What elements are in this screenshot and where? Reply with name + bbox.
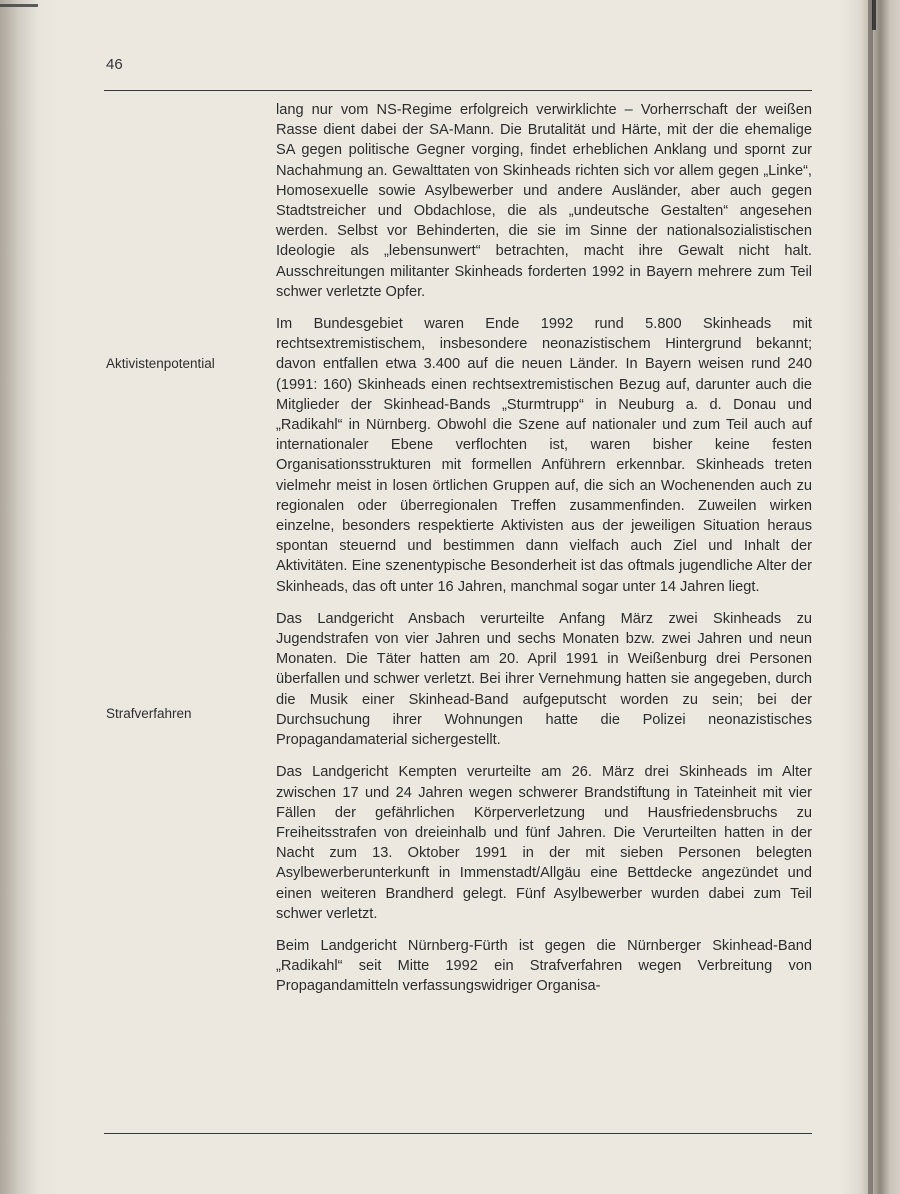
paragraph-intro: lang nur vom NS-Regime erfolgreich verwirklichte – Vorherrschaft der weißen Rasse dient dabei der SA-Mann. Die Brutalität und Härte, mit der die ehemalige SA gegen politische Gegner vorging, findet erheblichen Anklang und spornt zur Nachahmung an. Gewalttaten von Skinheads richten sich vor allem gegen „Linke“, Homosexuelle sowie Asylbewerber und andere Ausländer, aber auch gegen Stadtstreicher und Obdachlose, die als „undeutsche Gestalten“ angesehen werden. Selbst vor Behinderten, die sie im Sinne der nationalsozialistischen Ideologie als „lebensunwert“ betrachten, macht ihre Gewalt nicht halt. Ausschreitungen militanter Skinheads forderten 1992 in Bayern mehrere zum Teil schwer verletzte Opfer. [276,102,812,300]
paragraph-straf-1: Das Landgericht Ansbach verurteilte Anfang März zwei Skinheads zu Jugendstrafen von vier Jahren und sechs Monaten bzw. zwei Jahren und neun Monaten. Die Täter hatten am 20. April 1991 in Weißenburg drei Personen überfallen und schwer verletzt. Bei ihrer Vernehmung hatten sie angegeben, durch die Musik einer Skinhead-Band aufgeputscht worden zu sein; bei der Durchsuchung ihrer Wohnungen hatte die Polizei neonazistisches Propagandamaterial sichergestellt. [276,610,812,749]
body-column [276,100,812,1009]
paragraph-straf-3: Beim Landgericht Nürnberg-Fürth ist gegen die Nürnberger Skinhead-Band „Radikahl“ seit Mitte 1992 ein Strafverfahren wegen Verbreitung von Propagandamitteln verfassungswidriger Organisa- [276,937,812,995]
paragraph-straf-2: Das Landgericht Kempten verurteilte am 26. März drei Skinheads im Alter zwischen 17 und 24 Jahren wegen schwerer Brandstiftung in Tateinheit mit vier Fällen der gefährlichen Körperverletzung und Hausfriedensbruchs zu Freiheitsstrafen von dreieinhalb und fünf Jahren. Die Verurteilten hatten in der Nacht zum 13. Oktober 1991 in der mit sieben Personen belegten Asylbewerberunterkunft in Immenstadt/Allgäu eine Bettdecke angezündet und einen weiteren Brandherd gelegt. Fünf Asylbewerber wurden dabei zum Teil schwer verletzt. [276,764,812,922]
binding-shadow [0,0,38,1194]
page-number: 46 [106,56,123,73]
scan-edge-mark [0,4,38,7]
page-fold [868,0,873,1194]
header-rule [104,90,812,91]
margin-label-aktivisten: Aktivistenpotential [106,356,215,371]
scan-edge-mark-right [872,0,876,30]
paragraph-aktivisten: Im Bundesgebiet waren Ende 1992 rund 5.800 Skinheads mit rechtsextremistischem, insbesondere neonazistischem Hintergrund bekannt; davon entfallen etwa 3.400 auf die neuen Länder. In Bayern weisen rund 240 (1991: 160) Skinheads einen rechtsextremistischen Bezug auf, darunter auch die Mitglieder der Skinhead-Bands „Sturmtrupp“ in Neuburg a. d. Donau und „Radikahl“ in Nürnberg. Obwohl die Szene auf nationaler und zum Teil auch auf internationaler Ebene verflochten ist, waren bisher keine festen Organisationsstrukturen mit formellen Anführern erkennbar. Skinheads treten vielmehr meist in losen örtlichen Gruppen auf, die sich an Wochenenden auch zu regionalen oder überregionalen Treffen zusammenfinden. Zuweilen wirken einzelne, besonders respektierte Aktivisten aus der jeweiligen Situation heraus spontan steuernd und bestimmen dann vielfach auch Ziel und Inhalt der Aktivitäten. Eine szenentypische Besonderheit ist das oftmals jugendliche Alter der Skinheads, das oft unter 16 Jahren, manchmal sogar unter 14 Jahren liegt. [276,316,812,595]
footer-rule [104,1133,812,1134]
margin-label-strafverfahren: Strafverfahren [106,706,192,721]
